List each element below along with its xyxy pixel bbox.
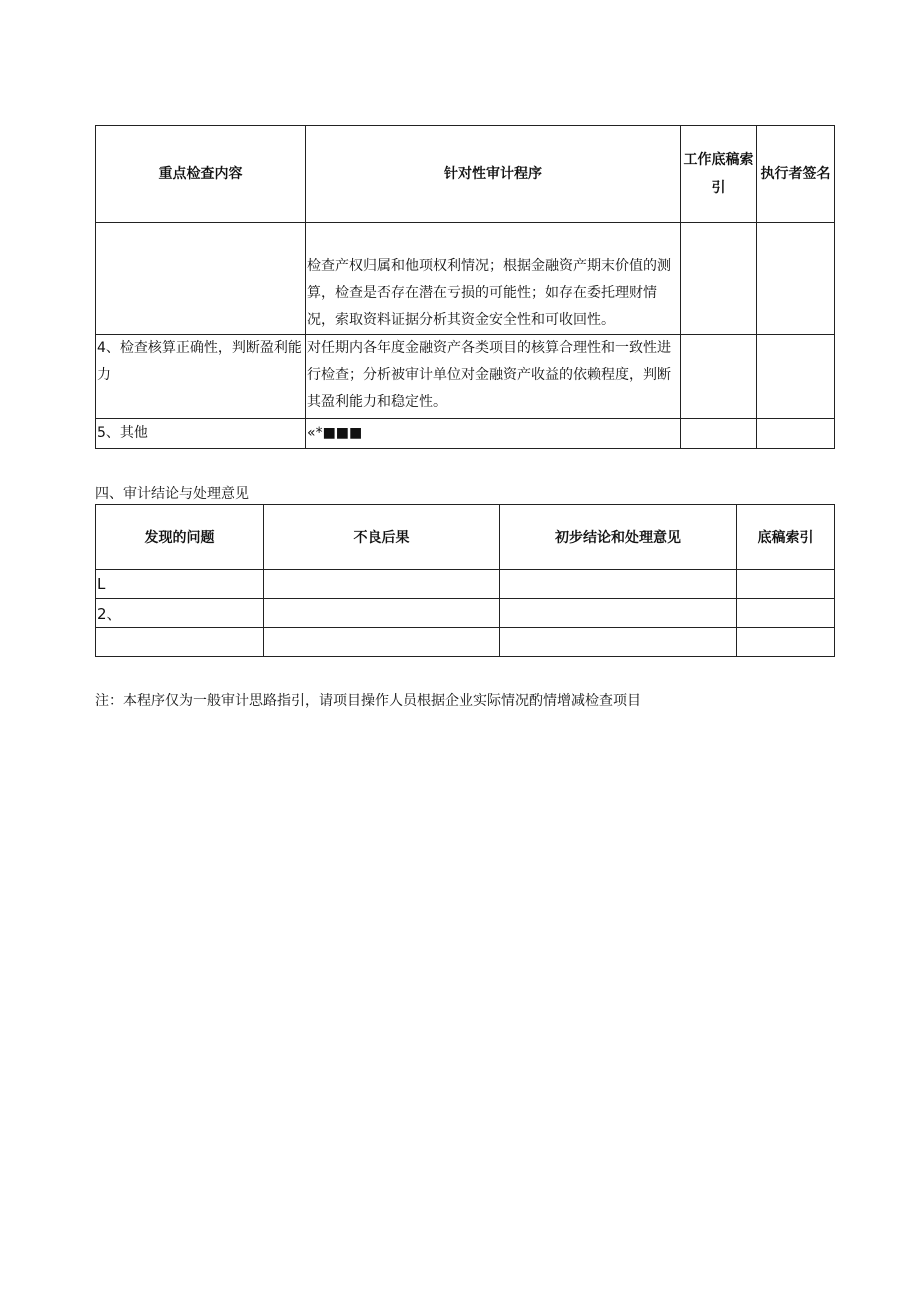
table-row bbox=[96, 335, 835, 419]
audit-conclusion-table bbox=[95, 504, 835, 657]
consequence-cell bbox=[264, 599, 500, 628]
header-adverse-consequence: 不良后果 bbox=[264, 505, 500, 570]
header-workpaper-index: 底稿索引 bbox=[737, 505, 835, 570]
header-workpaper-index: 工作底稿索引 bbox=[681, 126, 757, 223]
procedure-cell: «*■■■ bbox=[306, 419, 681, 449]
key-content-cell: 5、其他 bbox=[96, 419, 306, 449]
header-audit-procedure: 针对性审计程序 bbox=[306, 126, 681, 223]
table-row bbox=[96, 628, 835, 657]
index-cell bbox=[737, 628, 835, 657]
key-content-cell bbox=[96, 223, 306, 335]
conclusion-cell bbox=[500, 599, 737, 628]
workpaper-index-cell bbox=[681, 419, 757, 449]
problem-cell: L bbox=[96, 570, 264, 599]
problem-cell bbox=[96, 628, 264, 657]
conclusion-cell bbox=[500, 628, 737, 657]
workpaper-index-cell bbox=[681, 335, 757, 419]
header-problem-found: 发现的问题 bbox=[96, 505, 264, 570]
header-key-content: 重点检查内容 bbox=[96, 126, 306, 223]
audit-procedure-table bbox=[95, 125, 835, 449]
section-title: 四、审计结论与处理意见 bbox=[95, 486, 249, 502]
table-row bbox=[96, 419, 835, 449]
header-preliminary-conclusion: 初步结论和处理意见 bbox=[500, 505, 737, 570]
workpaper-index-cell bbox=[681, 223, 757, 335]
key-content-cell: 4、检查核算正确性，判断盈利能力 bbox=[96, 335, 306, 419]
header-executor-signature: 执行者签名 bbox=[757, 126, 835, 223]
table-row bbox=[96, 599, 835, 628]
table-header-row bbox=[96, 126, 835, 223]
signature-cell bbox=[757, 223, 835, 335]
index-cell bbox=[737, 570, 835, 599]
table-row bbox=[96, 223, 835, 335]
signature-cell bbox=[757, 419, 835, 449]
signature-cell bbox=[757, 335, 835, 419]
consequence-cell bbox=[264, 570, 500, 599]
consequence-cell bbox=[264, 628, 500, 657]
footnote: 注：本程序仅为一般审计思路指引，请项目操作人员根据企业实际情况酌情增减检查项目 bbox=[95, 693, 641, 709]
problem-cell: 2、 bbox=[96, 599, 264, 628]
index-cell bbox=[737, 599, 835, 628]
procedure-cell: 检查产权归属和他项权利情况；根据金融资产期末价值的测算，检查是否存在潜在亏损的可能性；如存在委托理财情况，索取资料证据分析其资金安全性和可收回性。 bbox=[306, 223, 681, 335]
table-row bbox=[96, 570, 835, 599]
procedure-cell: 对任期内各年度金融资产各类项目的核算合理性和一致性进行检查；分析被审计单位对金融资产收益的依赖程度，判断其盈利能力和稳定性。 bbox=[306, 335, 681, 419]
conclusion-cell bbox=[500, 570, 737, 599]
table-header-row bbox=[96, 505, 835, 570]
